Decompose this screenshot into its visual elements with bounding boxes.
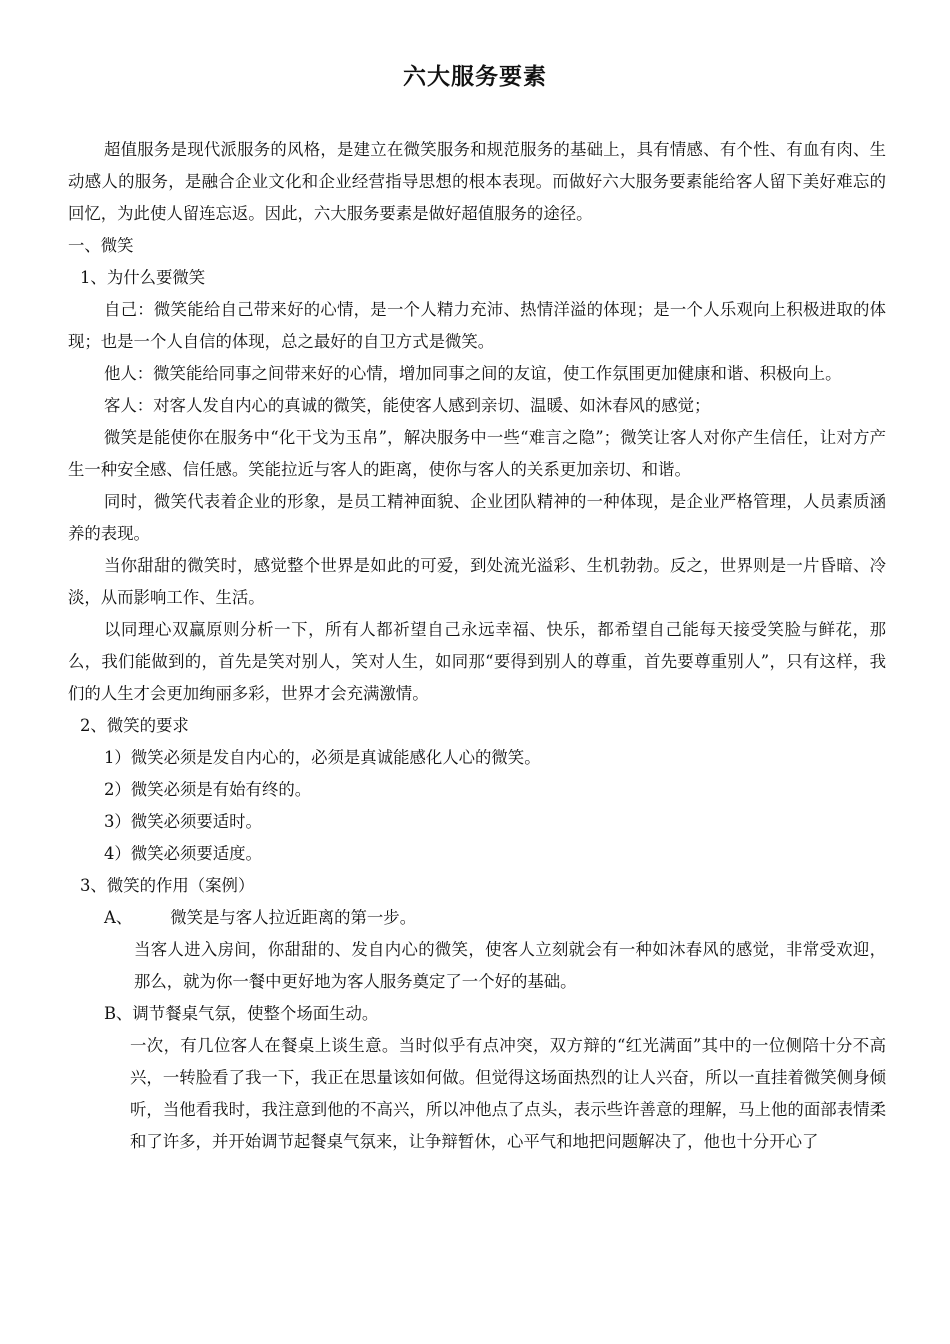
list-item: 1）微笑必须是发自内心的，必须是真诚能感化人心的微笑。 [104, 748, 541, 767]
subsection-heading-requirements: 2、微笑的要求 [80, 716, 189, 735]
paragraph-guests: 客人：对客人发自内心的真诚的微笑，能使客人感到亲切、温暖、如沐春风的感觉； [104, 396, 711, 415]
paragraph-empathy: 以同理心双赢原则分析一下，所有人都祈望自己永远幸福、快乐，都希望自己能每天接受笑脸与鲜花，那么，我们能做到的，首先是笑对别人，笑对人生，如同那“要得到别人的尊重，首先要尊重别人”，只有这样，我们的人生才会更加绚丽多彩，世界才会充满激情。 [68, 620, 886, 703]
list-item: 3）微笑必须要适时。 [104, 812, 262, 831]
subsection-heading-why-smile: 1、为什么要微笑 [80, 268, 206, 287]
case-a-text: 当客人进入房间，你甜甜的、发自内心的微笑，使客人立刻就会有一种如沐春风的感觉，非常受欢迎，那么，就为你一餐中更好地为客人服务奠定了一个好的基础。 [134, 940, 886, 991]
case-a-title: 微笑是与客人拉近距离的第一步。 [170, 908, 417, 927]
case-a-label: A、 [104, 908, 133, 927]
page-title: 六大服务要素 [403, 64, 547, 90]
paragraph-sweet-smile: 当你甜甜的微笑时，感觉整个世界是如此的可爱，到处流光溢彩、生机勃勃。反之，世界则是一片昏暗、冷淡，从而影响工作、生活。 [68, 556, 886, 607]
case-a-heading [68, 902, 886, 934]
intro-paragraph: 超值服务是现代派服务的风格，是建立在微笑服务和规范服务的基础上，具有情感、有个性、有血有肉、生动感人的服务，是融合企业文化和企业经营指导思想的根本表现。而做好六大服务要素能给客人留下美好难忘的回忆，为此使人留连忘返。因此，六大服务要素是做好超值服务的途径。 [68, 140, 886, 223]
paragraph-self: 自己：微笑能给自己带来好的心情，是一个人精力充沛、热情洋溢的体现；是一个人乐观向上积极进取的体现；也是一个人自信的体现，总之最好的自卫方式是微笑。 [68, 300, 886, 351]
case-b-text: 一次，有几位客人在餐桌上谈生意。当时似乎有点冲突，双方辩的“红光满面”其中的一位侧陪十分不高兴，一转脸看了我一下，我正在思量该如何做。但觉得这场面热烈的让人兴奋，所以一直挂着微笑侧身倾听，当他看我时，我注意到他的不高兴，所以冲他点了点头，表示些许善意的理解，马上他的面部表情柔和了许多，并开始调节起餐桌气氛来，让争辩暂休，心平气和地把问题解决了，他也十分开心了 [130, 1036, 886, 1151]
list-item: 4）微笑必须要适度。 [104, 844, 262, 863]
subsection-heading-effects: 3、微笑的作用（案例） [80, 876, 255, 895]
paragraph-smile-service: 微笑是能使你在服务中“化干戈为玉帛”，解决服务中一些“难言之隐”；微笑让客人对你产生信任，让对方产生一种安全感、信任感。笑能拉近与客人的距离，使你与客人的关系更加亲切、和谐。 [68, 428, 886, 479]
document-body [68, 134, 886, 1158]
case-b-heading: B、调节餐桌气氛，使整个场面生动。 [104, 1004, 379, 1023]
paragraph-others: 他人：微笑能给同事之间带来好的心情，增加同事之间的友谊，使工作氛围更加健康和谐、积极向上。 [104, 364, 842, 383]
section-heading-smile: 一、微笑 [68, 236, 134, 255]
paragraph-company-image: 同时，微笑代表着企业的形象，是员工精神面貌、企业团队精神的一种体现，是企业严格管理，人员素质涵养的表现。 [68, 492, 886, 543]
list-item: 2）微笑必须是有始有终的。 [104, 780, 312, 799]
